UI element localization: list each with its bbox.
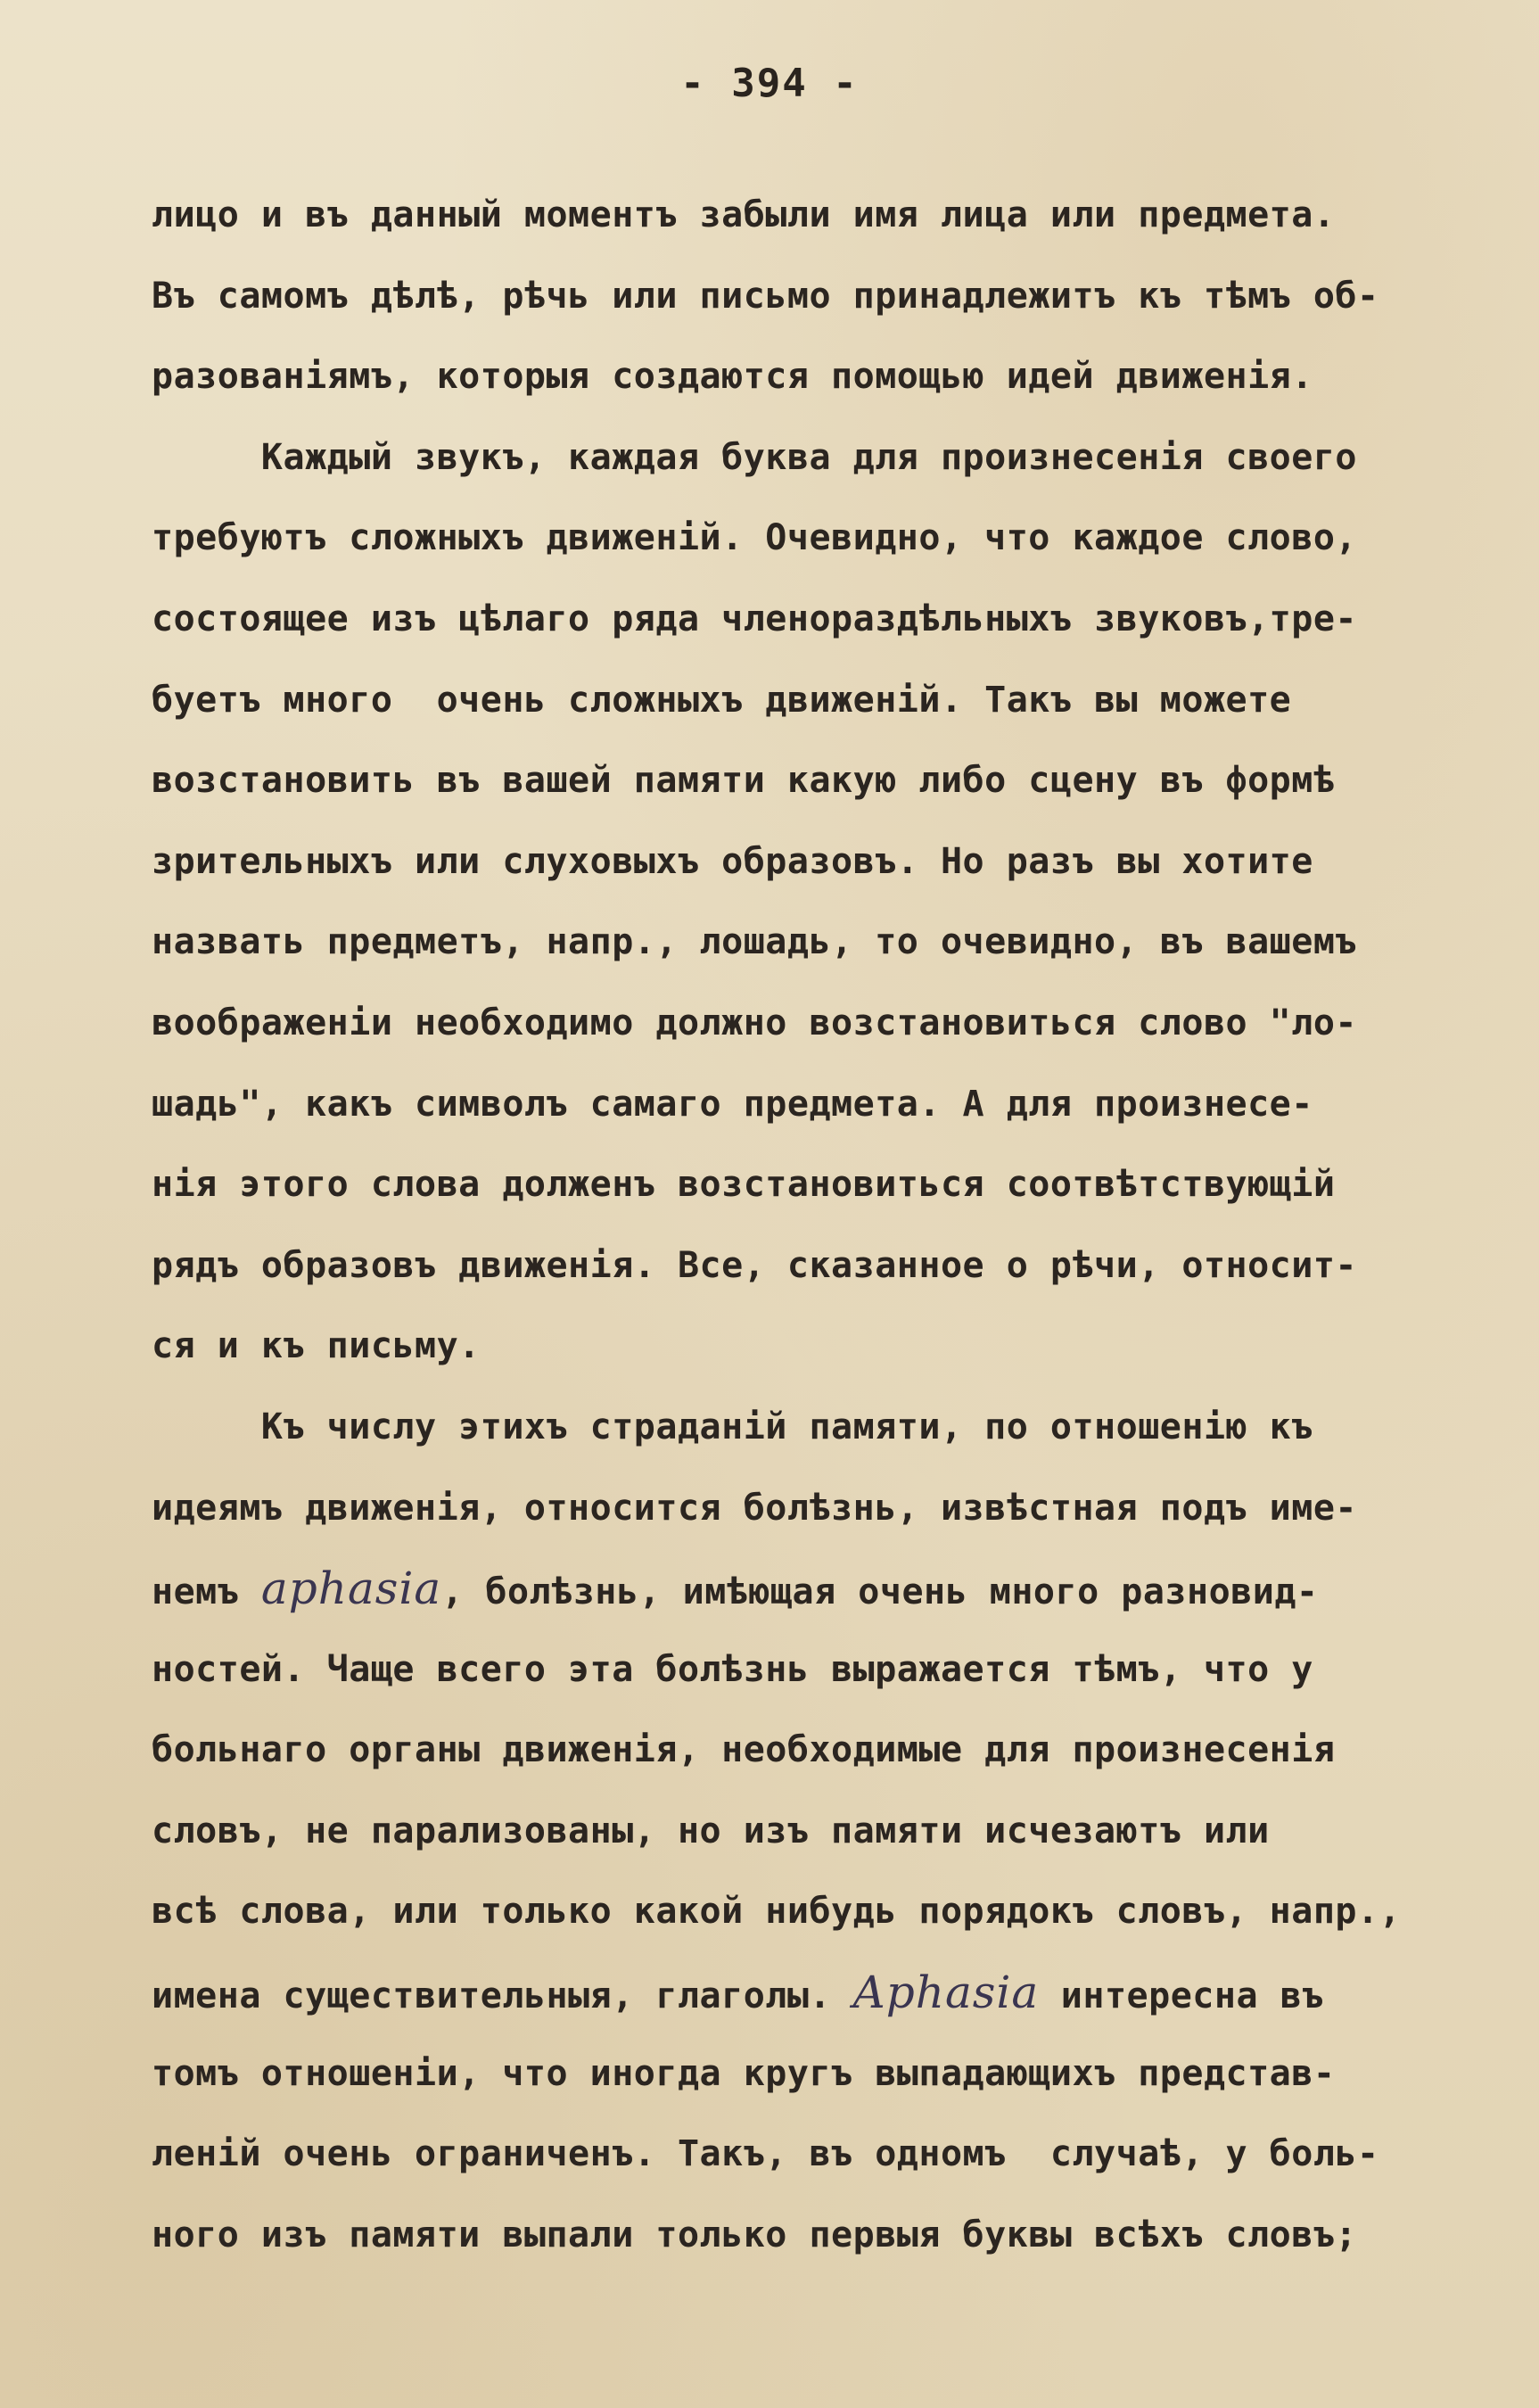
typed-text: больнаго органы движенія, необходимые для произнесенія — [152, 1729, 1336, 1771]
typed-text: состоящее изъ цѣлаго ряда членораздѣльныхъ звуковъ,тре- — [152, 598, 1358, 639]
text-line — [152, 1799, 1507, 1880]
typed-text: томъ отношеніи, что иногда кругъ выпадающихъ представ- — [152, 2052, 1336, 2094]
text-line — [152, 1960, 1507, 2041]
text-line — [152, 506, 1507, 587]
typed-text: Въ самомъ дѣлѣ, рѣчь или письмо принадлежитъ къ тѣмъ об- — [152, 275, 1379, 317]
text-line — [152, 748, 1507, 829]
text-line — [152, 2041, 1507, 2123]
handwritten-term: Aphasia — [852, 1967, 1040, 2019]
text-line — [152, 1879, 1507, 1960]
text-line — [152, 829, 1507, 911]
handwritten-term: aphasia — [260, 1563, 442, 1615]
typed-text: всѣ слова, или только какой нибудь порядокъ словъ, напр., — [152, 1891, 1402, 1933]
typed-text: ного изъ памяти выпали только первыя буквы всѣхъ словъ; — [152, 2214, 1358, 2255]
typed-text: ностей. Чаще всего эта болѣзнь выражается тѣмъ, что у — [152, 1648, 1313, 1690]
typed-text: нія этого слова долженъ возстановиться соотвѣтствующій — [152, 1164, 1336, 1206]
text-line — [152, 1395, 1507, 1476]
typed-text: леній очень ограниченъ. Такъ, въ одномъ случаѣ, у боль- — [152, 2133, 1379, 2175]
text-line — [152, 1718, 1507, 1799]
typed-text: интересна въ — [1039, 1975, 1324, 2017]
text-line — [152, 1637, 1507, 1719]
page-number: - 394 - — [680, 61, 859, 106]
typed-text: идеямъ движенія, относится болѣзнь, извѣстная подъ име- — [152, 1487, 1358, 1529]
text-line — [152, 1072, 1507, 1153]
text-line — [152, 183, 1507, 264]
typed-text: Каждый звукъ, каждая буква для произнесенія своего — [152, 436, 1358, 478]
typed-text: Къ числу этихъ страданій памяти, по отношенію къ — [152, 1406, 1313, 1447]
text-line — [152, 1314, 1507, 1395]
typed-text: имена существительныя, глаголы. — [152, 1975, 853, 2017]
typed-text: немъ — [152, 1571, 261, 1613]
text-line — [152, 2122, 1507, 2203]
typed-text: ся и къ письму. — [152, 1325, 481, 1367]
text-line — [152, 1152, 1507, 1233]
typed-text: зрительныхъ или слуховыхъ образовъ. Но разъ вы хотите — [152, 840, 1313, 882]
text-line — [152, 344, 1507, 425]
typed-text: буетъ много очень сложныхъ движеній. Такъ вы можете — [152, 679, 1292, 721]
text-line — [152, 2203, 1507, 2284]
typed-text: возстановить въ вашей памяти какую либо сцену въ формѣ — [152, 760, 1336, 802]
text-line — [152, 1233, 1507, 1315]
typed-text: шадь", какъ символъ самаго предмета. А для произнесе- — [152, 1083, 1313, 1125]
typed-text: разованіямъ, которыя создаются помощью идей движенія. — [152, 356, 1313, 398]
text-line — [152, 1556, 1507, 1637]
typed-text: воображеніи необходимо должно возстановиться слово "ло- — [152, 1002, 1358, 1043]
text-line — [152, 668, 1507, 749]
typed-text: назвать предметъ, напр., лошадь, то очевидно, въ вашемъ — [152, 921, 1358, 963]
typed-text: , болѣзнь, имѣющая очень много разновид- — [441, 1571, 1319, 1613]
body-text — [152, 183, 1507, 2283]
text-line — [152, 910, 1507, 991]
text-line — [152, 1476, 1507, 1557]
text-line — [152, 264, 1507, 345]
typed-text: требуютъ сложныхъ движеній. Очевидно, что каждое слово, — [152, 517, 1358, 559]
typed-text: рядъ образовъ движенія. Все, сказанное о рѣчи, относит- — [152, 1244, 1358, 1286]
typed-text: словъ, не парализованы, но изъ памяти исчезаютъ или — [152, 1810, 1270, 1851]
typed-text: лицо и въ данный моментъ забыли имя лица или предмета. — [152, 194, 1336, 235]
text-line — [152, 991, 1507, 1072]
text-line — [152, 587, 1507, 668]
text-line — [152, 425, 1507, 507]
